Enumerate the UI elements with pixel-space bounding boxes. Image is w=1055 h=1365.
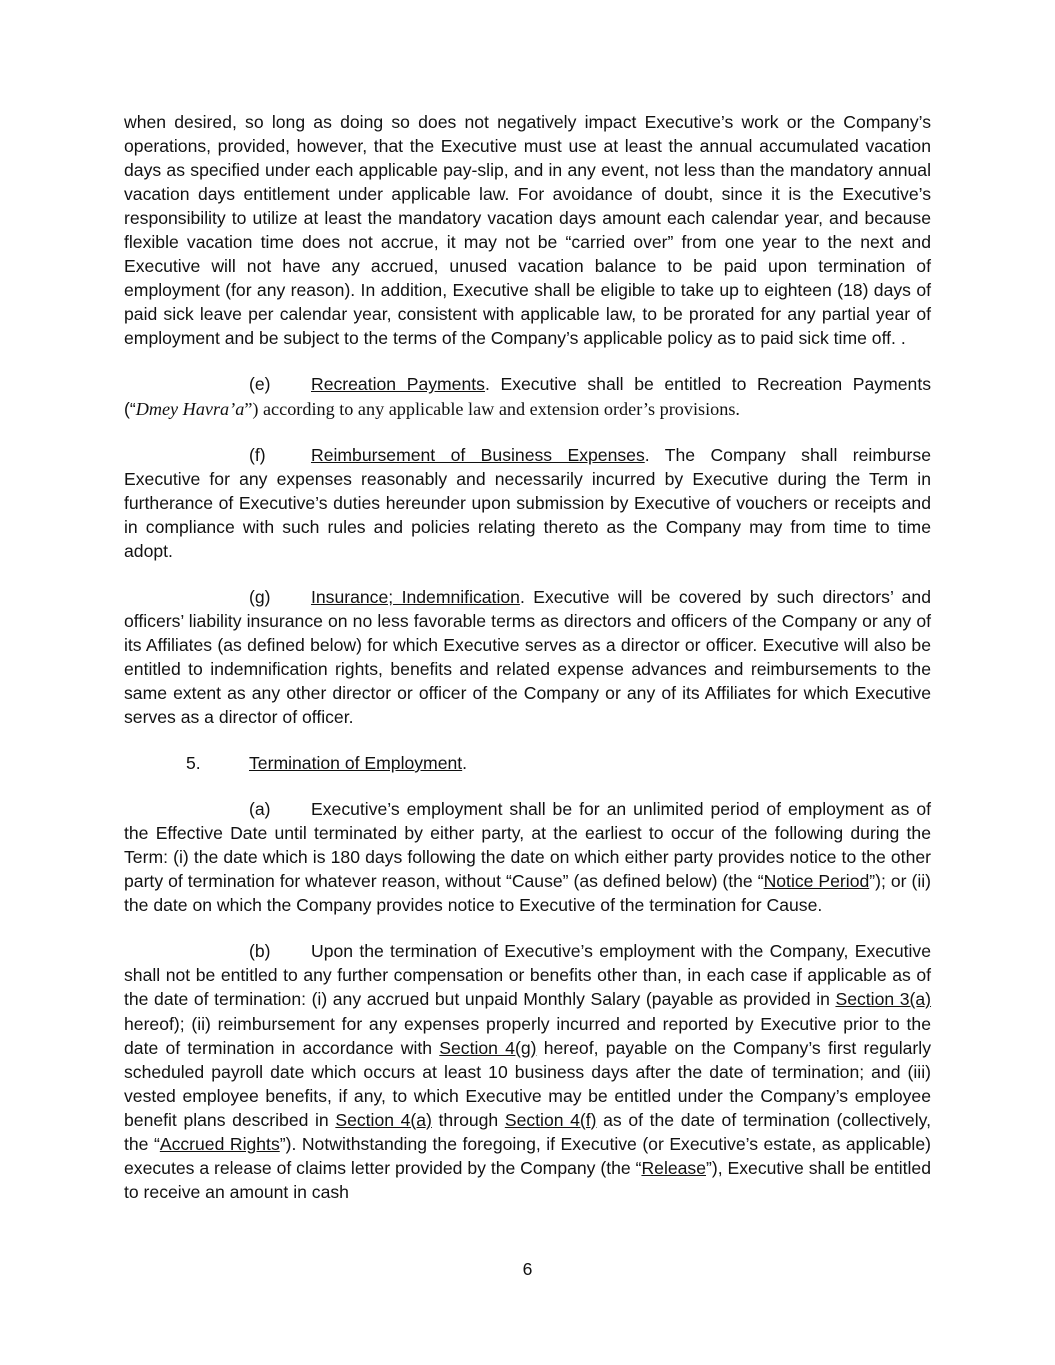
paragraph-4f: (f) Reimbursement of Business Expenses. The Company shall reimburse Executive for any expenses reasonably and necessarily incurred by Executive during the Term in furtherance of Executive’s duties hereunder upon submission by Executive of vouchers or receipts and in compliance with such rules and policies relating thereto as the Company may from time to time adopt. bbox=[124, 444, 931, 561]
defined-term: Accrued Rights bbox=[159, 1133, 280, 1154]
paragraph-5b: (b) Upon the termination of Executive’s employment with the Company, Executive shall not be entitled to any further compensation or benefits other than, in each case if applicable as of the date of termination: (i) any accrued but unpaid Monthly Salary (payable as provided in Section 3(a) hereof); (ii) reimbursement for any expenses properly incurred and reported by Executive prior to the date of termination in accordance with Section 4(g) hereof, payable on the Company’s first regularly scheduled payroll date which occurs at least 10 business days after the date of termination; and (iii) vested employee benefits, if any, to which Executive may be entitled under the Company’s employee benefit plans described in Section 4(a) through Section 4(f) as of the date of termination (collectively, the “Accrued Rights”). Notwithstanding the foregoing, if Executive (or Executive’s estate, as applicable) executes a release of claims letter provided by the Company (the “Release”), Executive shall be entitled to receive an amount in cash bbox=[124, 941, 932, 1202]
page-content bbox=[124, 110, 931, 1204]
section-reference: Section 4(g) bbox=[439, 1037, 537, 1058]
section-title: Termination of Employment bbox=[249, 753, 463, 774]
paragraph-number: (b) bbox=[249, 941, 271, 962]
section-5-heading: 5. Termination of Employment. bbox=[124, 751, 931, 775]
paragraph-4g: (g) Insurance; Indemnification. Executive will be covered by such directors’ and officers’ liability insurance on no less favorable terms as directors and officers of the Company or any of its Affiliates (as defined below) for which Executive serves as a director or officer. Executive will also be entitled to indemnification rights, benefits and related expense advances and reimbursements to the same extent as any other director or officer of the Company or any of its Affiliates for which Executive serves as a director of officer. bbox=[124, 586, 931, 728]
defined-term: Notice Period bbox=[763, 871, 870, 892]
paragraph-number: (g) bbox=[249, 586, 271, 607]
defined-term: Release bbox=[641, 1157, 707, 1178]
paragraph-heading: Reimbursement of Business Expenses bbox=[311, 444, 645, 465]
section-number: 5. bbox=[186, 753, 201, 774]
section-reference: Section 4(f) bbox=[504, 1109, 597, 1130]
paragraph-4e: (e) Recreation Payments. Executive shall be entitled to Recreation Payments (“Dmey Havra’a”) according to any applicable law and extension order’s provisions. bbox=[124, 374, 931, 419]
section-reference: Section 3(a) bbox=[835, 989, 932, 1010]
paragraph-number: (a) bbox=[249, 799, 271, 820]
section-reference: Section 4(a) bbox=[335, 1109, 432, 1130]
paragraph-5a: (a) Executive’s employment shall be for an unlimited period of employment as of the Effective Date until terminated by either party, at the earliest to occur of the following during the Term: (i) the date which is 180 days following the date on which either party provides notice to the other party of termination for whatever reason, without “Cause” (as defined below) (the “Notice Period”); or (ii) the date on which the Company provides notice to Executive of the termination for Cause. bbox=[124, 799, 931, 916]
italic-term: Dmey Havra’a bbox=[135, 398, 245, 419]
paragraph-number: (e) bbox=[249, 374, 271, 395]
page-number: 6 bbox=[522, 1259, 533, 1279]
paragraph-number: (f) bbox=[249, 444, 266, 465]
paragraph-heading: Insurance; Indemnification bbox=[311, 586, 520, 607]
paragraph-heading: Recreation Payments bbox=[311, 374, 485, 395]
paragraph-vacation-continued: when desired, so long as doing so does not negatively impact Executive’s work or the Company’s operations, provided, however, that the Executive must use at least the annual accumulated vacation days as specified under each applicable pay-slip, and in any event, not less than the mandatory annual vacation days entitlement under applicable law. For avoidance of doubt, since it is the Executive’s responsibility to utilize at least the mandatory vacation days amount each calendar year, and because flexible vacation time does not accrue, it may not be “carried over” from one year to the next and Executive will not have any accrued, unused vacation balance to be paid upon termination of employment (for any reason). In addition, Executive shall be eligible to take up to eighteen (18) days of paid sick leave per calendar year, consistent with applicable law, to be prorated for any partial year of employment and be subject to the terms of the Company’s applicable policy as to paid sick time off. . bbox=[124, 112, 931, 349]
